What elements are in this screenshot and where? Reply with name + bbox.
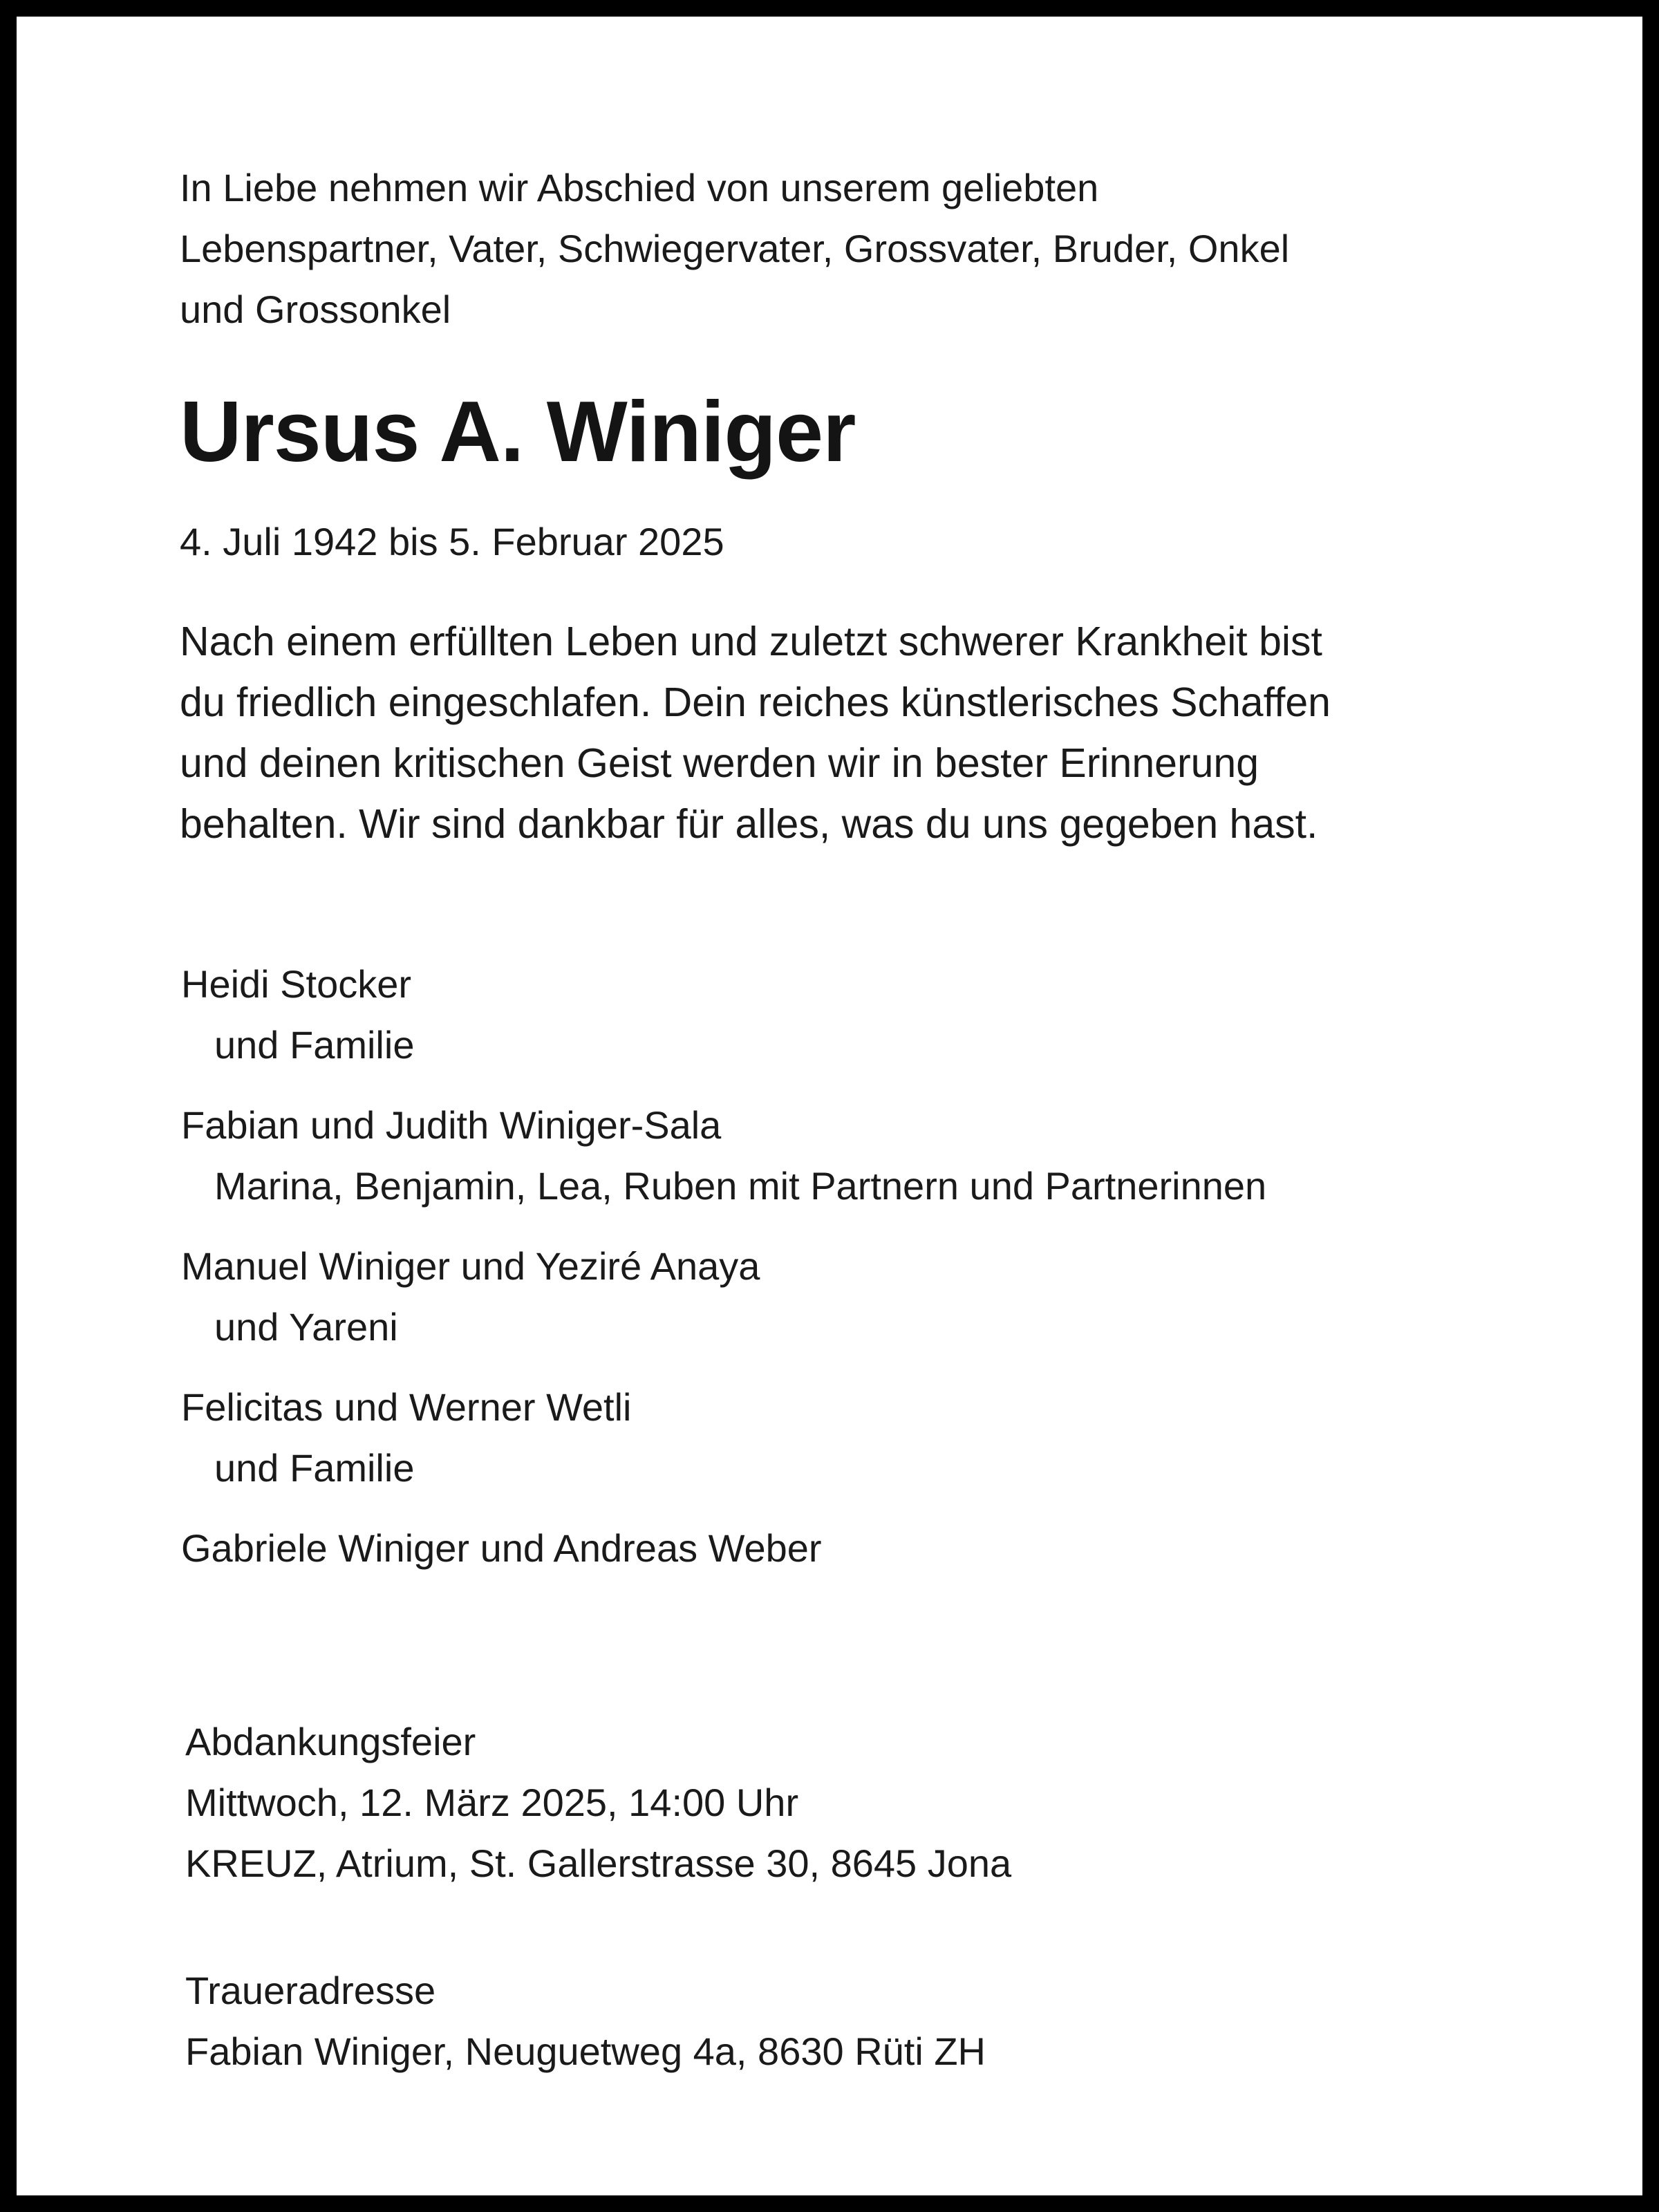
mourner-family: und Yareni xyxy=(214,1305,398,1349)
mourner-name: Manuel Winiger und Yeziré Anaya xyxy=(181,1244,760,1288)
ceremony-location: KREUZ, Atrium, St. Gallerstrasse 30, 8645 Jona xyxy=(185,1841,1012,1885)
intro-line: In Liebe nehmen wir Abschied von unserem geliebten xyxy=(180,166,1099,209)
message-line: und deinen kritischen Geist werden wir in bester Erinnerung xyxy=(180,740,1259,786)
obituary-page xyxy=(17,17,1642,2195)
mourner-name: Heidi Stocker xyxy=(181,962,412,1006)
mourner-family: Marina, Benjamin, Lea, Ruben mit Partnern und Partnerinnen xyxy=(214,1164,1267,1208)
mourner-name: Fabian und Judith Winiger-Sala xyxy=(181,1103,722,1147)
farewell-message xyxy=(180,611,1562,854)
mourner-family: und Familie xyxy=(214,1023,415,1067)
mourner-entry xyxy=(181,954,1598,1076)
mourner-family: und Familie xyxy=(214,1446,415,1490)
mourner-entry xyxy=(181,1377,1598,1499)
message-line: behalten. Wir sind dankbar für alles, was du uns gegeben hast. xyxy=(180,801,1318,847)
ceremony-title: Abdankungsfeier xyxy=(185,1720,476,1763)
mourner-entry xyxy=(181,1095,1598,1217)
message-line: Nach einem erfüllten Leben und zuletzt schwerer Krankheit bist xyxy=(180,619,1322,664)
mourning-address xyxy=(185,1960,986,2082)
intro-line: und Grossonkel xyxy=(180,288,451,331)
intro-text xyxy=(180,158,1562,340)
message-line: du friedlich eingeschlafen. Dein reiches künstlerisches Schaffen xyxy=(180,679,1331,725)
mourner-entry xyxy=(181,1236,1598,1358)
deceased-name: Ursus A. Winiger xyxy=(180,384,856,480)
intro-line: Lebenspartner, Vater, Schwiegervater, Grossvater, Bruder, Onkel xyxy=(180,227,1290,270)
address-text: Fabian Winiger, Neuguetweg 4a, 8630 Rüti ZH xyxy=(185,2030,986,2073)
mourner-entry xyxy=(181,1518,1598,1579)
ceremony-datetime: Mittwoch, 12. März 2025, 14:00 Uhr xyxy=(185,1781,799,1824)
address-title: Traueradresse xyxy=(185,1969,436,2012)
mourner-name: Gabriele Winiger und Andreas Weber xyxy=(181,1526,822,1570)
mourner-name: Felicitas und Werner Wetli xyxy=(181,1385,632,1429)
ceremony-info xyxy=(185,1712,1011,1894)
life-dates: 4. Juli 1942 bis 5. Februar 2025 xyxy=(180,520,724,563)
